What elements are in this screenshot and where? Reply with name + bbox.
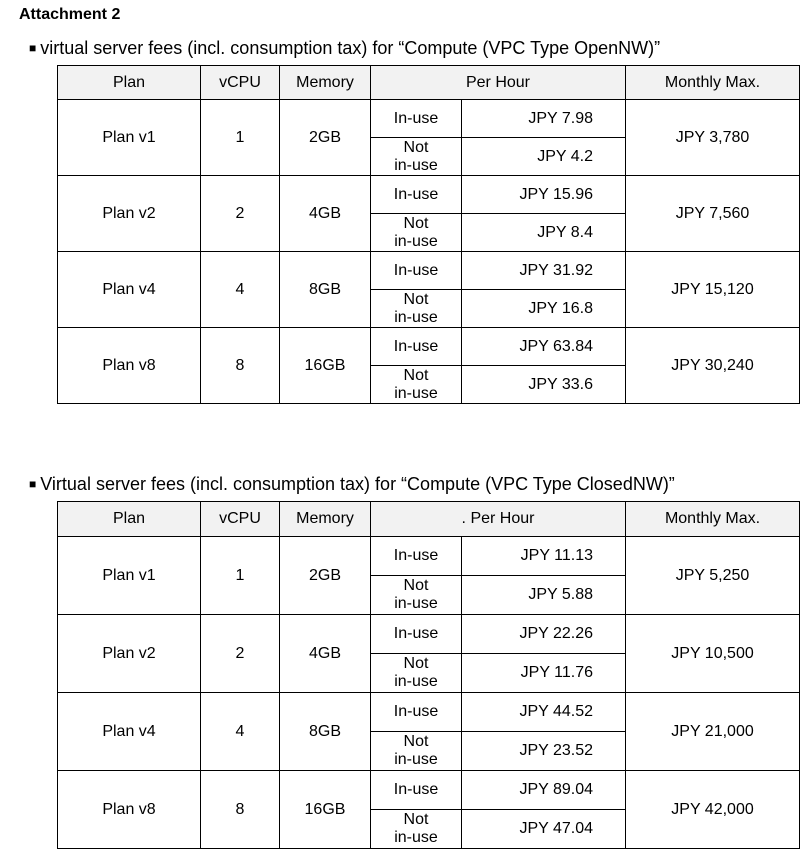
section-title-text: virtual server fees (incl. consumption tax) for “Compute (VPC Type OpenNW)”: [40, 38, 661, 58]
table-row: [58, 537, 800, 576]
monthly-max-cell: JPY 15,120: [626, 252, 800, 328]
not-in-use-label-line1: Not: [403, 733, 429, 750]
not-in-use-label-line1: Not: [403, 655, 429, 672]
header-monthly-max: Monthly Max.: [626, 502, 800, 537]
plan-cell: Plan v1: [58, 537, 201, 615]
in-use-label: In-use: [371, 328, 462, 366]
plan-cell: Plan v8: [58, 771, 201, 849]
not-in-use-label: [371, 138, 462, 176]
not-in-use-price: JPY 16.8: [462, 290, 626, 328]
not-in-use-label-line1: Not: [403, 811, 429, 828]
memory-cell: 2GB: [280, 100, 371, 176]
header-plan: Plan: [58, 502, 201, 537]
plan-cell: Plan v4: [58, 693, 201, 771]
table-row: [58, 771, 800, 810]
vcpu-cell: 1: [201, 537, 280, 615]
in-use-label: In-use: [371, 771, 462, 810]
not-in-use-label-line2: in-use: [394, 156, 438, 174]
in-use-price: JPY 44.52: [462, 693, 626, 732]
not-in-use-label: [371, 366, 462, 404]
not-in-use-price: JPY 23.52: [462, 732, 626, 771]
in-use-label: In-use: [371, 176, 462, 214]
monthly-max-cell: JPY 10,500: [626, 615, 800, 693]
not-in-use-label-line2: in-use: [394, 829, 438, 846]
not-in-use-label-line1: Not: [403, 577, 429, 594]
memory-cell: 16GB: [280, 328, 371, 404]
monthly-max-cell: JPY 30,240: [626, 328, 800, 404]
in-use-price: JPY 89.04: [462, 771, 626, 810]
in-use-label: In-use: [371, 693, 462, 732]
in-use-price: JPY 22.26: [462, 615, 626, 654]
in-use-price: JPY 15.96: [462, 176, 626, 214]
not-in-use-label-line2: in-use: [394, 384, 438, 402]
monthly-max-cell: JPY 42,000: [626, 771, 800, 849]
not-in-use-label: [371, 732, 462, 771]
not-in-use-label-line1: Not: [403, 214, 429, 232]
not-in-use-price: JPY 8.4: [462, 214, 626, 252]
in-use-price: JPY 7.98: [462, 100, 626, 138]
not-in-use-label: [371, 810, 462, 849]
header-vcpu: vCPU: [201, 66, 280, 100]
header-per-hour: Per Hour: [371, 66, 626, 100]
plan-cell: Plan v8: [58, 328, 201, 404]
monthly-max-cell: JPY 5,250: [626, 537, 800, 615]
not-in-use-label-line2: in-use: [394, 751, 438, 768]
not-in-use-price: JPY 5.88: [462, 576, 626, 615]
not-in-use-price: JPY 47.04: [462, 810, 626, 849]
in-use-price: JPY 31.92: [462, 252, 626, 290]
section-title-closednw: [29, 474, 675, 495]
memory-cell: 16GB: [280, 771, 371, 849]
header-per-hour: . Per Hour: [371, 502, 626, 537]
in-use-label: In-use: [371, 100, 462, 138]
header-memory: Memory: [280, 66, 371, 100]
fees-table-opennw: [57, 65, 800, 404]
table-header-row: [58, 502, 800, 537]
memory-cell: 8GB: [280, 693, 371, 771]
not-in-use-price: JPY 11.76: [462, 654, 626, 693]
memory-cell: 2GB: [280, 537, 371, 615]
table-row: [58, 693, 800, 732]
table-row: [58, 176, 800, 214]
memory-cell: 4GB: [280, 176, 371, 252]
in-use-label: In-use: [371, 252, 462, 290]
monthly-max-cell: JPY 7,560: [626, 176, 800, 252]
table-header-row: [58, 66, 800, 100]
header-vcpu: vCPU: [201, 502, 280, 537]
header-monthly-max: Monthly Max.: [626, 66, 800, 100]
table-row: [58, 328, 800, 366]
plan-cell: Plan v1: [58, 100, 201, 176]
not-in-use-price: JPY 33.6: [462, 366, 626, 404]
vcpu-cell: 4: [201, 252, 280, 328]
vcpu-cell: 8: [201, 771, 280, 849]
not-in-use-label: [371, 654, 462, 693]
header-plan: Plan: [58, 66, 201, 100]
not-in-use-price: JPY 4.2: [462, 138, 626, 176]
not-in-use-label: [371, 576, 462, 615]
not-in-use-label-line1: Not: [403, 366, 429, 384]
plan-cell: Plan v4: [58, 252, 201, 328]
vcpu-cell: 2: [201, 176, 280, 252]
vcpu-cell: 1: [201, 100, 280, 176]
not-in-use-label-line2: in-use: [394, 595, 438, 612]
table-row: [58, 252, 800, 290]
memory-cell: 8GB: [280, 252, 371, 328]
not-in-use-label: [371, 290, 462, 328]
section-title-text: Virtual server fees (incl. consumption tax) for “Compute (VPC Type ClosedNW)”: [40, 474, 675, 494]
plan-cell: Plan v2: [58, 176, 201, 252]
plan-cell: Plan v2: [58, 615, 201, 693]
vcpu-cell: 8: [201, 328, 280, 404]
not-in-use-label-line1: Not: [403, 290, 429, 308]
not-in-use-label-line2: in-use: [394, 232, 438, 250]
square-bullet-icon: ■: [29, 41, 37, 55]
not-in-use-label: [371, 214, 462, 252]
attachment-title: Attachment 2: [19, 6, 121, 23]
vcpu-cell: 2: [201, 615, 280, 693]
monthly-max-cell: JPY 21,000: [626, 693, 800, 771]
fees-table-closednw: [57, 501, 800, 849]
not-in-use-label-line1: Not: [403, 138, 429, 156]
memory-cell: 4GB: [280, 615, 371, 693]
table-row: [58, 615, 800, 654]
in-use-label: In-use: [371, 537, 462, 576]
in-use-label: In-use: [371, 615, 462, 654]
in-use-price: JPY 63.84: [462, 328, 626, 366]
not-in-use-label-line2: in-use: [394, 673, 438, 690]
not-in-use-label-line2: in-use: [394, 308, 438, 326]
in-use-price: JPY 11.13: [462, 537, 626, 576]
monthly-max-cell: JPY 3,780: [626, 100, 800, 176]
section-title-opennw: [29, 38, 660, 59]
square-bullet-icon: ■: [29, 477, 37, 491]
table-row: [58, 100, 800, 138]
header-memory: Memory: [280, 502, 371, 537]
vcpu-cell: 4: [201, 693, 280, 771]
